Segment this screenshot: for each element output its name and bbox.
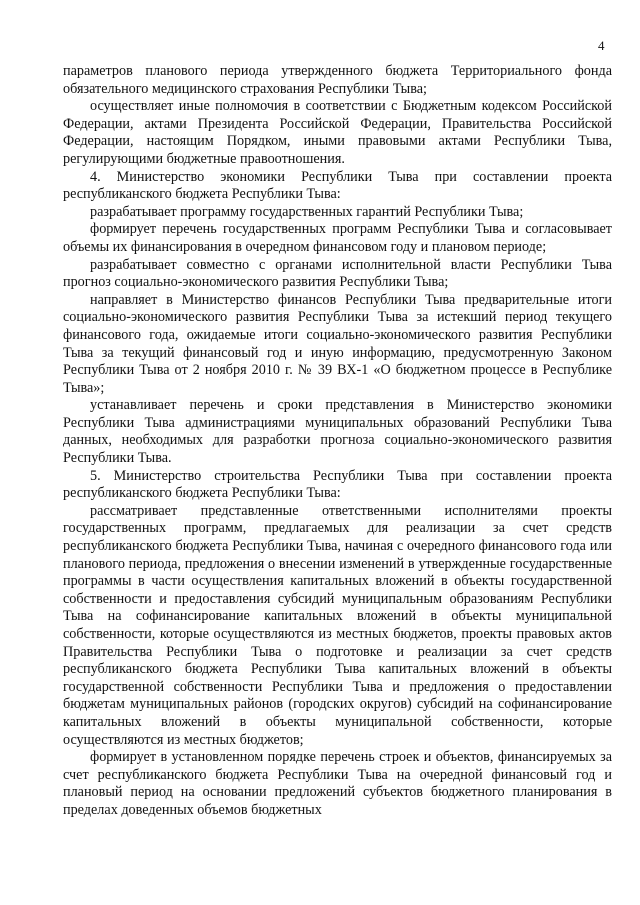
paragraph: рассматривает представленные ответственными исполнителями проекты государственных программ, предлагаемых для реализации за счет средств республиканского бюджета Республики Тыва, начиная с очередного финансового года или планового периода, предложения о внесении изменений в утвержденные государственные программы в части осуществления капитальных вложений в объекты государственной собственности и предоставления субсидий муниципальным образованиям Республики Тыва на софинансирование капитальных вложений в объекты муниципальной собственности, которые осуществляются из местных бюджетов, проекты правовых актов Правительства Республики Тыва о подготовке и реализации за счет средств республиканского бюджета Республики Тыва капитальных вложений в объекты государственной собственности Республики Тыва и предложения о предоставлении бюджетам муниципальных районов (городских округов) субсидий на софинансирование капитальных вложений в объекты муниципальной собственности, которые осуществляются из местных бюджетов;: [63, 502, 612, 748]
document-body: [63, 63, 612, 820]
paragraph: разрабатывает совместно с органами исполнительной власти Республики Тыва прогноз социально-экономического развития Республики Тыва;: [63, 256, 612, 291]
paragraph: направляет в Министерство финансов Республики Тыва предварительные итоги социально-экономического развития Республики Тыва за истекший период текущего финансового года, ожидаемые итоги социально-экономического развития Республики Тыва за текущий финансовый год и иную информацию, предусмотренную Законом Республики Тыва от 2 ноября 2010 г. № 39 ВХ-1 «О бюджетном процессе в Республике Тыва»;: [63, 291, 612, 396]
paragraph: разрабатывает программу государственных гарантий Республики Тыва;: [90, 203, 524, 220]
paragraph: 5. Министерство строительства Республики Тыва при составлении проекта республиканского бюджета Республики Тыва:: [63, 467, 612, 502]
paragraph: формирует перечень государственных программ Республики Тыва и согласовывает объемы их финансирования в очередном финансовом году и плановом периоде;: [63, 221, 612, 255]
paragraph: 4. Министерство экономики Республики Тыва при составлении проекта республиканского бюджета Республики Тыва:: [63, 168, 612, 203]
page-number: 4: [598, 38, 605, 53]
paragraph: параметров планового периода утвержденного бюджета Территориального фонда обязательного медицинского страхования Республики Тыва;: [63, 63, 612, 97]
paragraph: формирует в установленном порядке перечень строек и объектов, финансируемых за счет республиканского бюджета Республики Тыва на очередной финансовый год и плановый период на основании предложений субъектов бюджетного планирования в пределах доведенных объемов бюджетных: [63, 749, 612, 818]
paragraph: устанавливает перечень и сроки представления в Министерство экономики Республики Тыва администрациями муниципальных образований Республики Тыва данных, необходимых для разработки прогноза социально-экономического развития Республики Тыва.: [63, 397, 612, 467]
paragraph: осуществляет иные полномочия в соответствии с Бюджетным кодексом Российской Федерации, актами Президента Российской Федерации, Правительства Российской Федерации, настоящим Порядком, иными правовыми актами Республики Тыва, регулирующими бюджетные правоотношения.: [63, 98, 612, 167]
